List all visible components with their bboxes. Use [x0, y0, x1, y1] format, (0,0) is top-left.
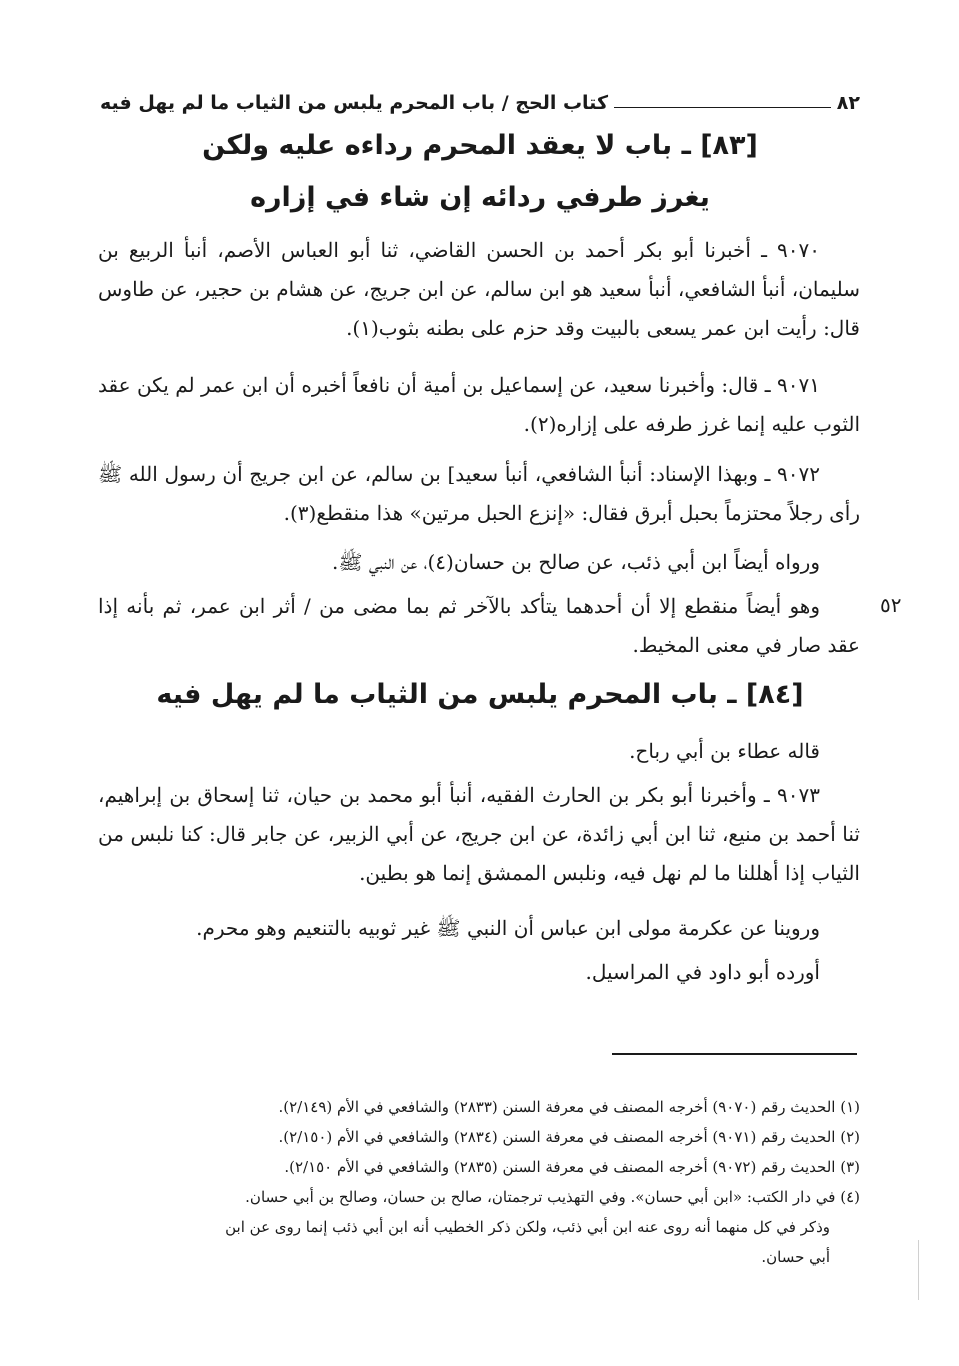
running-header — [100, 74, 860, 114]
riwayah-9072 — [98, 543, 860, 582]
footnote-4-continued: وذكر في كل منهما أنه روى عنه ابن أبي ذئب، ولكن ذكر الخطيب أنه ابن أبي ذئب إنما روى عن ابن — [225, 1218, 830, 1236]
scan-edge-mark — [918, 1240, 919, 1300]
page-number: ٨٢ — [836, 92, 860, 114]
qalahu — [98, 732, 860, 771]
hadith-9071-text: ٩٠٧١ ـ قال: وأخبرنا سعيد، عن إسماعيل بن أمية أن نافعاً أخبره أن ابن عمر لم يكن عقد الثوب عليه إنما غرز طرفه على إزاره(٢). — [98, 373, 860, 436]
riwayah-ikrimah — [98, 909, 860, 948]
hadith-9073-text: ٩٠٧٣ ـ وأخبرنا أبو بكر بن الحارث الفقيه، أنبأ أبو محمد بن حيان، ثنا إسحاق بن إبراهيم، ثنا أحمد بن منيع، ثنا ابن أبي زائدة، عن ابن جريج، عن أبي الزبير، عن جابر قال: كنا نلبس من الثياب إذا أهللنا ما لم نهل فيه، ونلبس الممشق إنما هو بطين. — [98, 783, 860, 885]
awradahu — [98, 953, 860, 992]
chapter-83-heading-line1: [٨٣] ـ باب لا يعقد المحرم رداءه عليه ولكن — [202, 130, 758, 161]
hadith-9071 — [98, 366, 860, 444]
hadith-9070-text: ٩٠٧٠ ـ أخبرنا أبو بكر أحمد بن الحسن القاضي، ثنا أبو العباس الأصم، أنبأ الربيع بن سليمان، أنبأ الشافعي، أنبأ سعيد هو ابن سالم، عن ابن جريج، عن هشام بن حجير، عن طاوس قال: رأيت ابن عمر يسعى بالبيت وقد حزم على بطنه بثوب(١). — [98, 238, 860, 340]
running-title: كتاب الحج / باب المحرم يلبس من الثياب ما لم يهل فيه — [100, 92, 608, 114]
hadith-9072-text: ٩٠٧٢ ـ وبهذا الإسناد: أنبأ الشافعي، أنبأ سعيد] بن سالم، عن ابن جريج أن رسول الله ﷺ رأى رجلاً محتزماً بحبل أبرق فقال: «إنزع الحبل مرتين» هذا منقطع(٣). — [98, 462, 860, 525]
footnote-4: (٤) في دار الكتب: «ابن أبي حسان». وفي التهذيب ترجمتان، صالح بن حسان، وصالح بن أبي حسان. — [245, 1188, 860, 1206]
hadith-9073 — [98, 776, 860, 893]
hadith-9072 — [98, 455, 860, 533]
qalahu-text: قاله عطاء بن أبي رباح. — [629, 739, 820, 763]
footnote-2: (٢) الحديث رقم (٩٠٧١) أخرجه المصنف في معرفة السنن (٢٨٣٤) والشافعي في الأم (٢/١٥٠). — [278, 1128, 860, 1146]
footnote-3: (٣) الحديث رقم (٩٠٧٢) أخرجه المصنف في معرفة السنن (٢٨٣٥) والشافعي في الأم ٢/١٥٠). — [284, 1158, 860, 1176]
footnote-4-continued-2: أبي حسان. — [761, 1248, 830, 1266]
note-munqati-text: وهو أيضاً منقطع إلا أن أحدهما يتأكد بالآخر ثم بما مضى من / أثر ابن عمر، ثم بأنه إذا عقد صار في معنى المخيط. — [98, 594, 860, 657]
header-rule — [614, 107, 831, 108]
footnotes — [98, 1092, 860, 1272]
footnote-1: (١) الحديث رقم (٩٠٧٠) أخرجه المصنف في معرفة السنن (٢٨٣٣) والشافعي في الأم (٢/١٤٩). — [278, 1098, 860, 1116]
margin-reference: ٥٢ — [880, 593, 902, 617]
chapter-84-heading: [٨٤] ـ باب المحرم يلبس من الثياب ما لم يهل فيه — [156, 679, 804, 710]
note-munqati — [98, 587, 860, 665]
hadith-9070 — [98, 231, 860, 348]
chapter-83-heading-line2: يغرز طرفي ردائه إن شاء في إزاره — [250, 182, 710, 213]
riwayah-9072-text: ورواه أيضاً ابن أبي ذئب، عن صالح بن حسان(٤)، عن النبي ﷺ. — [331, 550, 820, 574]
footnote-divider — [612, 1053, 857, 1055]
awradahu-text: أورده أبو داود في المراسيل. — [585, 960, 820, 984]
riwayah-ikrimah-text: وروينا عن عكرمة مولى ابن عباس أن النبي ﷺ غير ثوبيه بالتنعيم وهو محرم. — [196, 916, 820, 940]
